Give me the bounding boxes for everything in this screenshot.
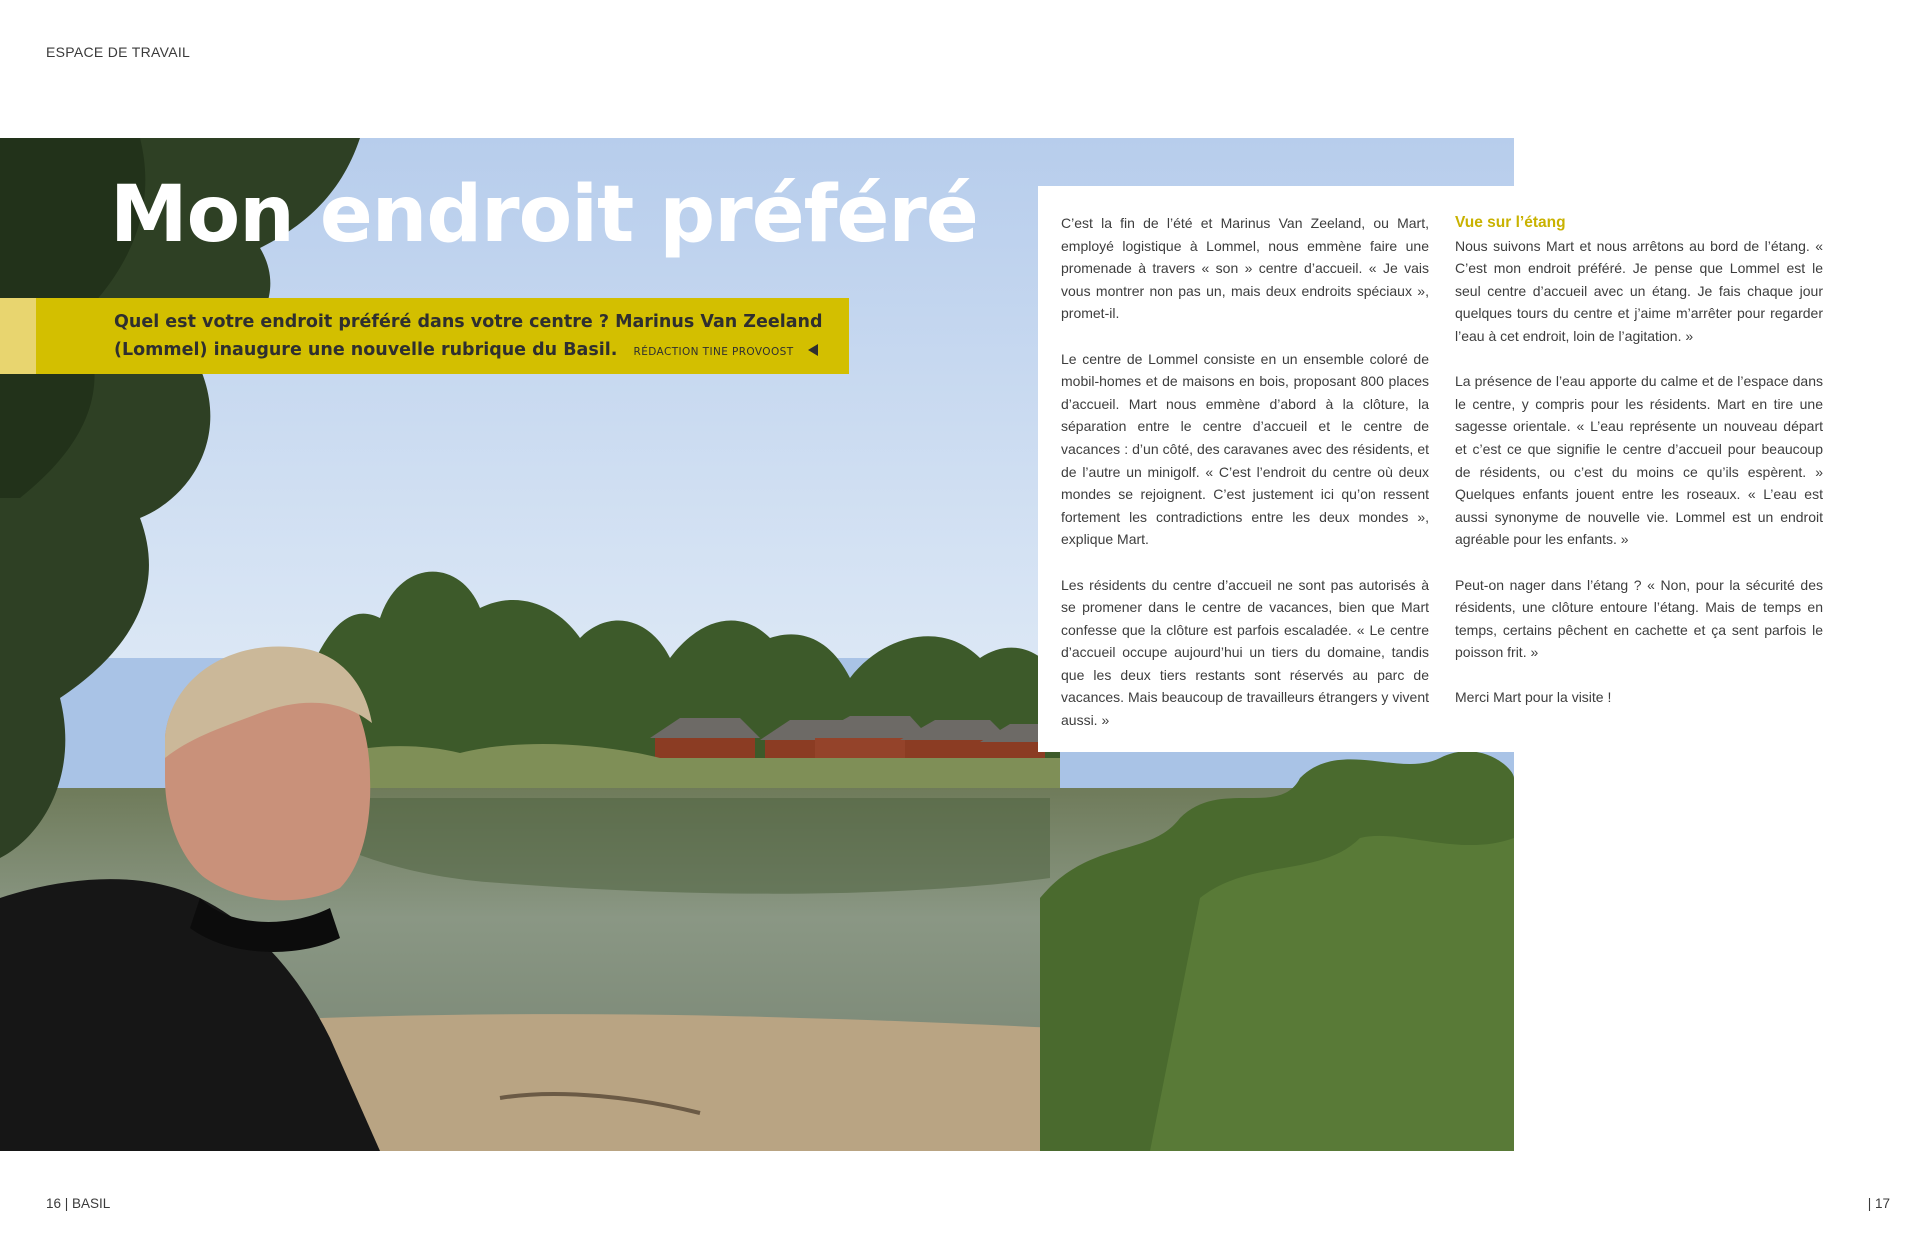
paragraph: Peut-on nager dans l’étang ? « Non, pour la sécurité des résidents, une clôture entoure l’étang. Mais de temps en temps, certains pêchent en cachette et ça sent parfois le poisson frit. »	[1455, 576, 1823, 661]
credit: RÉDACTION TINE PROVOOST	[633, 346, 794, 358]
column-2	[1455, 212, 1823, 732]
arrow-left-icon	[808, 344, 818, 356]
intro-text	[114, 308, 844, 366]
section-label: ESPACE DE TRAVAIL	[46, 44, 191, 60]
page-number-right: | 17	[1867, 1196, 1890, 1211]
page-number-left: 16 | BASIL	[46, 1196, 111, 1211]
paragraph: Nous suivons Mart et nous arrêtons au bord de l’étang. « C’est mon endroit préféré. Je pense que Lommel est le seul centre d’accueil avec un étang. Je fais chaque jour quelques tours du centre et j’aime m’arrêter pour regarder l’eau à cet endroit, loin de l’agitation. »	[1455, 237, 1823, 344]
paragraph: Merci Mart pour la visite !	[1455, 689, 1612, 706]
column-1	[1061, 212, 1429, 754]
intro-lead: Quel est votre endroit préféré dans votre centre ? Marinus Van Zeeland (Lommel) inaugure une nouvelle rubrique du Basil.	[114, 312, 823, 360]
subheading: Vue sur l’étang	[1455, 214, 1566, 231]
paragraph: Les résidents du centre d’accueil ne sont pas autorisés à se promener dans le centre de vacances, bien que Mart confesse que la clôture est parfois escaladée. « Le centre d’accueil occupe aujourd’hui un tiers du domaine, tandis que les deux tiers restants sont réservés au parc de vacances. Mais beaucoup de travailleurs étrangers y vivent aussi. »	[1061, 576, 1429, 729]
paragraph: La présence de l’eau apporte du calme et de l’espace dans le centre, y compris pour les résidents. Mart en tire une sagesse orientale. « L’eau représente un nouveau départ et c’est ce que signifie le centre d’accueil pour beaucoup de résidents, ou c’est du moins ce qu’ils espèrent. » Quelques enfants jouent entre les roseaux. « L’eau est aussi synonyme de nouvelle vie. Lommel est un endroit agréable pour les enfants. »	[1455, 373, 1823, 548]
paragraph: Le centre de Lommel consiste en un ensemble coloré de mobil-homes et de maisons en bois, proposant 800 places d’accueil. Mart nous emmène d’abord à la clôture, la séparation entre le centre d’accueil et le centre de vacances : d’un côté, des caravanes avec des résidents, et de l’autre un minigolf. « C’est l’endroit du centre où deux mondes se rejoignent. C’est justement ici qu’on ressent fortement les contradictions entre les deux mondes », explique Mart.	[1061, 350, 1429, 548]
intro-bar-accent	[0, 298, 36, 374]
page-title: Mon endroit préféré	[110, 170, 978, 260]
paragraph: C’est la fin de l’été et Marinus Van Zeeland, ou Mart, employé logistique à Lommel, nous emmène faire une promenade à travers « son » centre d’accueil. « Je vais vous montrer non pas un, mais deux endroits spéciaux », promet-il.	[1061, 215, 1429, 322]
